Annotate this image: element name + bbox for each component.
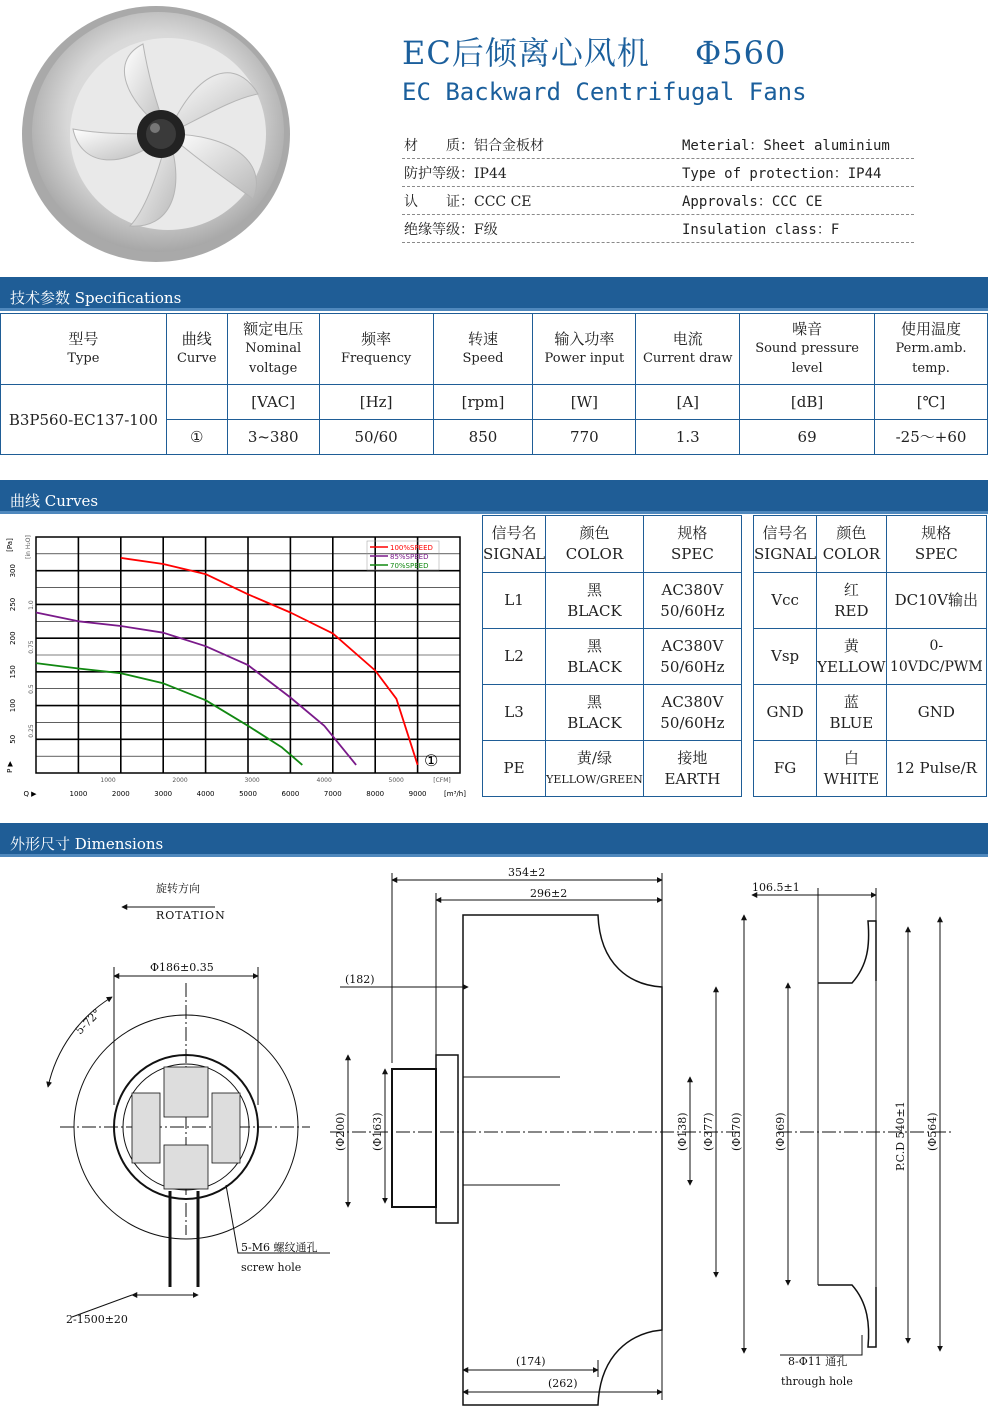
x-tick-label-m3h: 4000 [196, 790, 215, 798]
curve-marker: ① [424, 751, 439, 770]
wiring-row [754, 741, 987, 797]
property-row-insulation [402, 215, 914, 243]
wiring-row [483, 573, 742, 629]
title-size: Φ560 [695, 34, 787, 72]
legend-label: 100%SPEED [390, 544, 433, 552]
value-cell: 69 [740, 420, 875, 455]
header-temperature [875, 314, 988, 385]
wiring-row [483, 685, 742, 741]
spec-cell [643, 629, 741, 685]
header-speed [433, 314, 533, 385]
color-en: YELLOW [817, 657, 886, 676]
property-cn: 绝缘等级：F级 [404, 222, 498, 238]
x-tick-label-m3h: 5000 [239, 790, 257, 798]
unit-cell: [℃] [875, 385, 988, 420]
ring-profile-top [818, 921, 876, 983]
page-title [402, 28, 786, 74]
diameter-label-570: (Φ570) [730, 1112, 743, 1151]
wiring-table-control [753, 515, 987, 797]
unit-cell: [VAC] [227, 385, 319, 420]
y-tick-label-pa: 250 [9, 597, 17, 612]
color-en: RED [834, 601, 869, 620]
x-tick-label-m3h: 6000 [281, 790, 300, 798]
header-color [546, 516, 644, 573]
property-en: Type of protection：IP44 [682, 166, 882, 182]
y-tick-label-pa: 50 [9, 734, 17, 744]
spec-cell: 12 Pulse/R [886, 741, 986, 797]
y-tick-label-pa: 300 [9, 564, 17, 578]
color-cell [817, 573, 887, 629]
performance-chart [0, 515, 476, 805]
header-frequency [319, 314, 433, 385]
depth-label-174: (174) [516, 1355, 546, 1368]
header-cn: 颜色 [579, 524, 610, 542]
header-type [1, 314, 167, 385]
wiring-row [483, 741, 742, 797]
property-cn: 认 证：CCC CE [404, 194, 532, 210]
color-cell [817, 685, 887, 741]
diameter-label-200: (Φ200) [334, 1112, 347, 1151]
spec-cell [643, 685, 741, 741]
signal-cell: GND [754, 685, 817, 741]
property-row-material [402, 131, 914, 159]
dimension-drawings [0, 855, 988, 1407]
y-tick-label-pa: 200 [9, 631, 17, 645]
color-cell [546, 573, 644, 629]
spec-line: 接地 [677, 748, 708, 767]
color-cell [546, 685, 644, 741]
mounting-plate [436, 1055, 458, 1223]
header-power [533, 314, 636, 385]
spec-cell [643, 741, 741, 797]
header-en: COLOR [565, 545, 624, 563]
header-cn: 规格 [921, 524, 952, 542]
y-tick-label-pa: 100 [9, 698, 17, 713]
page-subtitle: EC Backward Centrifugal Fans [402, 78, 807, 106]
impeller-profile [463, 915, 662, 1405]
color-cell [546, 629, 644, 685]
section-header-specifications: 技术参数 Specifications [0, 277, 988, 311]
color-cn: 黑 [586, 636, 602, 655]
header-en: Speed [462, 351, 504, 366]
header-en: Nominal voltage [245, 341, 302, 376]
unit-cell: [W] [533, 385, 636, 420]
color-cn: 黑 [586, 692, 602, 711]
header-current [636, 314, 740, 385]
spec-line: EARTH [664, 769, 721, 788]
wiring-header-row [754, 516, 987, 573]
property-en: Meterial：Sheet aluminium [682, 138, 890, 154]
header-en: COLOR [822, 545, 881, 563]
y-tick-label-pa: 150 [9, 665, 17, 679]
signal-cell: L3 [483, 685, 546, 741]
header-cn: 额定电压 [243, 320, 304, 338]
signal-cell: L2 [483, 629, 546, 685]
signal-cell: FG [754, 741, 817, 797]
fin-block-top [164, 1067, 208, 1117]
spec-table [0, 313, 988, 455]
header-cn: 使用温度 [901, 320, 962, 338]
header-cn: 曲线 [181, 330, 212, 348]
wiring-row [483, 629, 742, 685]
y-axis-label: P ▶ [6, 761, 14, 773]
spec-line: AC380V [661, 580, 724, 599]
diameter-label-377: (Φ377) [702, 1112, 715, 1151]
spec-line: 50/60Hz [660, 657, 725, 676]
y-axis-units-inh2o: [in H₂O] [25, 535, 32, 559]
spec-cell: GND [886, 685, 986, 741]
header-curve [166, 314, 227, 385]
color-cn: 红 [843, 580, 859, 599]
section-header-curves: 曲线 Curves [0, 480, 988, 514]
header-en: Current draw [642, 351, 733, 366]
unit-cell: [rpm] [433, 385, 533, 420]
pcd-label: P.C.D 540±1 [894, 1101, 907, 1171]
diameter-label-163: (Φ163) [371, 1112, 384, 1151]
x-tick-label-cfm: 2000 [172, 777, 188, 784]
x-tick-label-m3h: 1000 [69, 790, 88, 798]
header-en: Perm.amb. temp. [895, 341, 967, 376]
header-en: SIGNAL [483, 545, 546, 563]
fan-product-image [18, 4, 308, 274]
y-axis-units-pa: [Pa] [6, 538, 14, 552]
y-tick-label-inh2o: 0.5 [28, 684, 35, 694]
unit-cell-empty [166, 385, 227, 420]
spec-line: AC380V [661, 636, 724, 655]
through-hole-label-cn: 8-Φ11 通孔 [788, 1355, 848, 1368]
spec-cell: 0-10VDC/PWM [886, 629, 986, 685]
header-en: Power input [544, 351, 625, 366]
unit-cell: [Hz] [319, 385, 433, 420]
value-cell: 1.3 [636, 420, 740, 455]
x-axis-label: Q ▶ [23, 790, 37, 798]
color-cell [817, 629, 887, 685]
color-cn: 黄/绿 [576, 748, 612, 767]
diameter-label-138: (Φ138) [676, 1112, 689, 1151]
unit-cell: [A] [636, 385, 740, 420]
y-tick-label-inh2o: 1.0 [28, 600, 35, 610]
spec-header-row [1, 314, 988, 385]
y-tick-label-inh2o: 0.75 [28, 640, 35, 654]
legend-label: 85%SPEED [390, 553, 429, 561]
ring-profile-bottom [818, 1285, 876, 1347]
spec-cell [643, 573, 741, 629]
header-en: SPEC [671, 545, 714, 563]
spec-cell: DC10V输出 [886, 573, 986, 629]
header-en: Curve [176, 351, 217, 366]
title-chinese: EC后倾离心风机 [402, 34, 650, 72]
value-cell: 3~380 [227, 420, 319, 455]
bore-dimension-label: Φ186±0.35 [150, 961, 214, 974]
color-cn: 黄 [843, 636, 859, 655]
rotation-label-cn: 旋转方向 [156, 882, 200, 895]
header-cn: 信号名 [762, 524, 808, 542]
property-en: Approvals：CCC CE [682, 194, 823, 210]
header-voltage [227, 314, 319, 385]
diameter-label-564: (Φ564) [926, 1112, 939, 1151]
fin-block-left [132, 1093, 160, 1163]
hub-depth-label: (182) [345, 973, 375, 986]
wiring-row [754, 573, 987, 629]
property-row-approvals [402, 187, 914, 215]
header-cn: 频率 [361, 330, 392, 348]
color-cn: 黑 [586, 580, 602, 599]
header-cn: 输入功率 [554, 330, 615, 348]
x-tick-label-m3h: 3000 [154, 790, 173, 798]
header-cn: 颜色 [836, 524, 867, 542]
x-tick-label-m3h: 9000 [408, 790, 427, 798]
header-noise [740, 314, 875, 385]
value-cell: ① [166, 420, 227, 455]
header-cn: 规格 [677, 524, 708, 542]
color-en: BLACK [567, 601, 622, 620]
wiring-row [754, 629, 987, 685]
overall-width-label: 354±2 [508, 866, 546, 879]
depth-label-262: (262) [548, 1377, 578, 1390]
x-tick-label-m3h: 8000 [366, 790, 385, 798]
x-axis-units-cfm: [CFM] [433, 777, 451, 784]
header-cn: 电流 [672, 330, 703, 348]
x-tick-label-cfm: 1000 [100, 777, 116, 784]
property-cn: 防护等级：IP44 [404, 166, 507, 182]
header-cn: 噪音 [792, 320, 823, 338]
wiring-row [754, 685, 987, 741]
section-header-dimensions: 外形尺寸 Dimensions [0, 823, 988, 857]
header-en: SPEC [914, 545, 958, 563]
angle-arc [48, 997, 112, 1087]
model-cell: B3P560-EC137-100 [1, 385, 167, 455]
color-cell [817, 741, 887, 797]
spec-unit-row [1, 385, 988, 420]
header-en: SIGNAL [754, 545, 817, 563]
wiring-table-power [482, 515, 742, 797]
color-en: YELLOW/GREEN [546, 772, 643, 786]
wiring-header-row [483, 516, 742, 573]
header-cn: 信号名 [491, 524, 537, 542]
fin-block-right [212, 1093, 240, 1163]
screw-hole-label-en: screw hole [241, 1261, 302, 1274]
holes-leader [780, 1335, 862, 1355]
signal-cell: L1 [483, 573, 546, 629]
motor-body [392, 1069, 436, 1207]
color-en: WHITE [823, 769, 880, 788]
header-color [817, 516, 887, 573]
x-axis-units-m3h: [m³/h] [444, 790, 466, 798]
fin-block-bottom [164, 1145, 208, 1189]
value-cell: 770 [533, 420, 636, 455]
unit-cell: [dB] [740, 385, 875, 420]
spec-line: 50/60Hz [660, 713, 725, 732]
impeller-width-label: 296±2 [530, 887, 568, 900]
diameter-label-369: (Φ369) [774, 1112, 787, 1151]
property-list [402, 131, 914, 243]
property-cn: 材 质：铝合金板材 [404, 138, 544, 154]
spec-line: 50/60Hz [660, 601, 725, 620]
y-tick-label-inh2o: 0.25 [28, 724, 35, 738]
header-en: Sound pressure level [755, 341, 859, 376]
property-row-protection [402, 159, 914, 187]
value-cell: 850 [433, 420, 533, 455]
through-hole-label-en: through hole [781, 1375, 853, 1388]
legend-label: 70%SPEED [390, 562, 429, 570]
header-cn: 转速 [467, 330, 498, 348]
signal-cell: PE [483, 741, 546, 797]
x-tick-label-cfm: 5000 [388, 777, 404, 784]
ring-width-label: 106.5±1 [752, 881, 800, 894]
rotation-label-en: ROTATION [156, 909, 226, 922]
angle-label: 5-72° [72, 1006, 104, 1038]
header-en: Type [67, 351, 100, 366]
color-cn: 白 [843, 748, 859, 767]
value-cell: 50/60 [319, 420, 433, 455]
x-tick-label-m3h: 2000 [111, 790, 130, 798]
header-spec [643, 516, 741, 573]
color-cell [546, 741, 644, 797]
value-cell: -25～+60 [875, 420, 988, 455]
header-en: Frequency [340, 351, 412, 366]
spec-line: AC380V [661, 692, 724, 711]
header-cn: 型号 [68, 330, 99, 348]
signal-cell: Vcc [754, 573, 817, 629]
cable-length-label: 2-1500±20 [66, 1313, 128, 1326]
x-tick-label-cfm: 3000 [244, 777, 260, 784]
color-en: BLUE [829, 713, 874, 732]
color-en: BLACK [567, 713, 622, 732]
color-en: BLACK [567, 657, 622, 676]
color-cn: 蓝 [843, 692, 859, 711]
signal-cell: Vsp [754, 629, 817, 685]
property-en: Insulation class：F [682, 222, 840, 238]
header-spec [886, 516, 986, 573]
x-tick-label-cfm: 4000 [316, 777, 332, 784]
header-signal [483, 516, 546, 573]
screw-hole-label-cn: 5-M6 螺纹通孔 [241, 1241, 318, 1254]
header-signal [754, 516, 817, 573]
x-tick-label-m3h: 7000 [323, 790, 342, 798]
